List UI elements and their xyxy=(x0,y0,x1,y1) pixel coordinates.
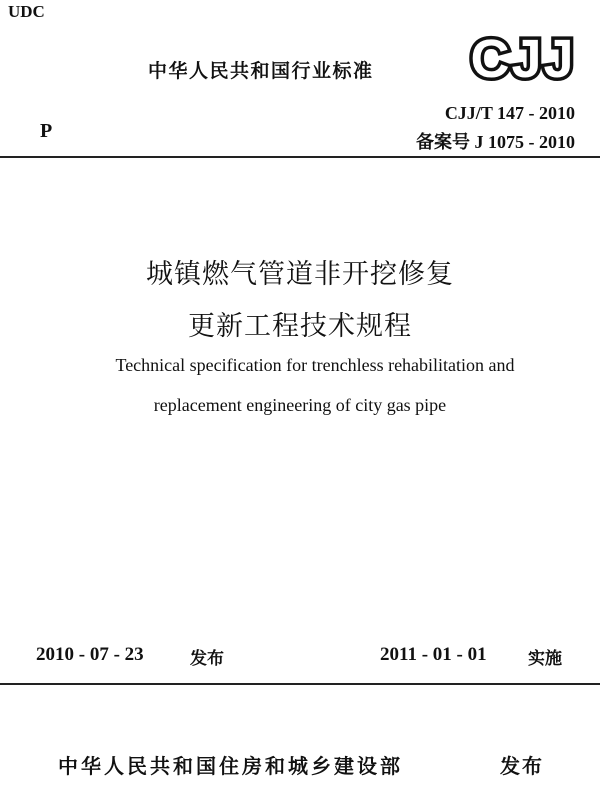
standard-type: 中华人民共和国行业标准 xyxy=(148,60,374,82)
publisher: 中华人民共和国住房和城乡建设部 xyxy=(58,754,403,778)
implementation-label: 实施 xyxy=(528,649,562,669)
title-english-line-1: Technical specification for trenchless rehabilitation and xyxy=(115,355,515,375)
issue-label: 发布 xyxy=(190,649,224,669)
cjj-logo xyxy=(467,30,579,84)
top-divider xyxy=(0,156,600,158)
svg-text:CJJ: CJJ xyxy=(470,30,576,84)
title-chinese-line-1: 城镇燃气管道非开挖修复 xyxy=(146,259,454,290)
issue-date: 2010 - 07 - 23 xyxy=(36,644,144,665)
bottom-divider xyxy=(0,683,600,685)
title-english-line-2: replacement engineering of city gas pipe xyxy=(153,395,447,415)
publish-label: 发布 xyxy=(500,754,544,778)
standard-number: CJJ/T 147 - 2010 xyxy=(444,103,575,123)
title-chinese-line-2: 更新工程技术规程 xyxy=(188,311,412,342)
udc-label: UDC xyxy=(8,2,45,21)
category-code: P xyxy=(40,120,53,142)
implementation-date: 2011 - 01 - 01 xyxy=(380,644,487,665)
record-number: 备案号 J 1075 - 2010 xyxy=(416,132,575,152)
